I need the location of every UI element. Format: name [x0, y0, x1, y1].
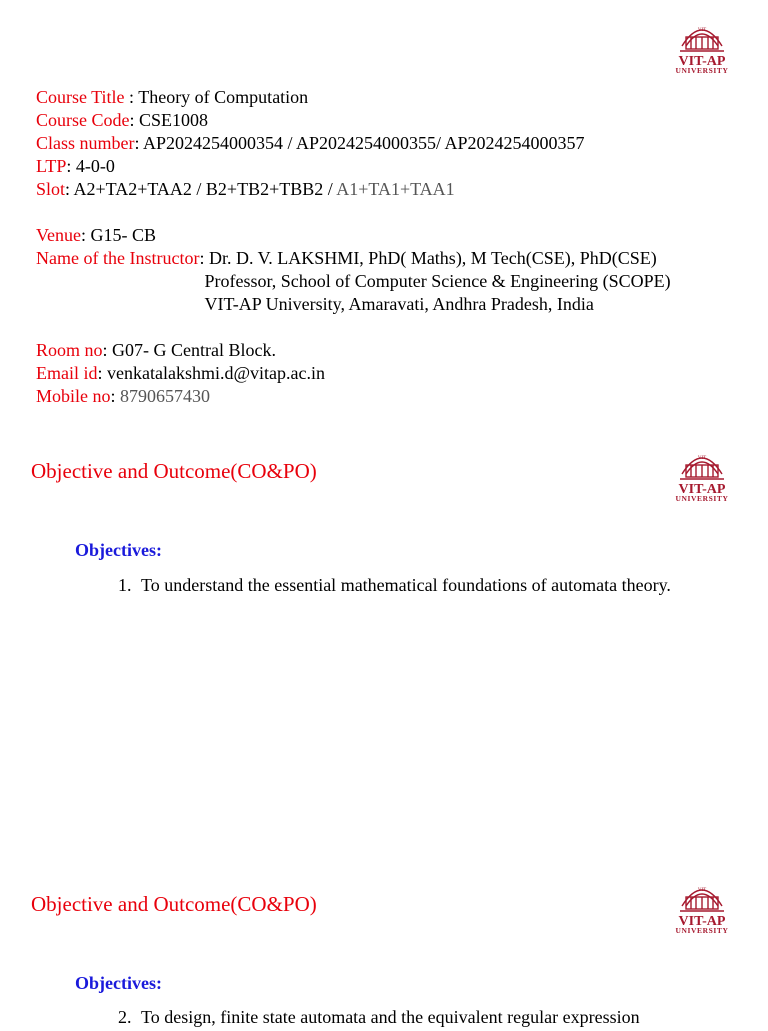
course-title-row [36, 86, 671, 109]
instructor-row [36, 247, 671, 316]
svg-text:VIT: VIT [697, 28, 707, 33]
objective-item-1 [118, 572, 678, 599]
objective-number-1: 1. [118, 575, 132, 595]
class-number-row [36, 132, 671, 155]
mobile-row [36, 385, 671, 408]
slot-value-extra: A1+TA1+TAA1 [336, 179, 455, 199]
slot-value: : A2+TA2+TAA2 / B2+TB2+TBB2 / [65, 179, 337, 199]
vitap-logo-2 [664, 444, 740, 504]
ltp-value: : 4-0-0 [66, 156, 115, 176]
room-value: : G07- G Central Block. [102, 340, 276, 360]
mobile-label: Mobile no [36, 386, 111, 406]
mobile-value: 8790657430 [120, 386, 211, 406]
svg-text:VIT-AP: VIT-AP [678, 914, 726, 929]
svg-text:UNIVERSITY: UNIVERSITY [675, 494, 729, 503]
instructor-line-2: Professor, School of Computer Science & Engineering (SCOPE) [204, 271, 671, 291]
course-code-row [36, 109, 671, 132]
objective-text-1: To understand the essential mathematical foundations of automata theory. [141, 575, 671, 595]
course-info [36, 86, 671, 408]
mobile-sep: : [110, 386, 121, 406]
ltp-label: LTP [36, 156, 67, 176]
objectives-label-1: Objectives: [75, 540, 162, 560]
instructor-line-1: : Dr. D. V. LAKSHMI, PhD( Maths), M Tech(CSE), PhD(CSE) [199, 248, 657, 268]
svg-text:UNIVERSITY: UNIVERSITY [675, 66, 729, 75]
email-row [36, 362, 671, 385]
instructor-line-3: VIT-AP University, Amaravati, Andhra Pradesh, India [204, 294, 594, 314]
course-code-label: Course Code [36, 110, 130, 130]
course-title-value: : Theory of Computation [124, 87, 309, 107]
svg-text:VIT: VIT [697, 888, 707, 893]
university-crest-icon [664, 444, 740, 504]
vitap-logo-3 [664, 876, 740, 936]
svg-text:VIT-AP: VIT-AP [678, 54, 726, 69]
slot-row [36, 178, 671, 201]
ltp-row [36, 155, 671, 178]
objective-text-2: To design, finite state automata and the equivalent regular expression [141, 1007, 640, 1027]
objectives-label-2: Objectives: [75, 973, 162, 993]
section-title-2: Objective and Outcome(CO&PO) [31, 892, 317, 916]
objective-item-2 [118, 1004, 678, 1031]
room-row [36, 339, 671, 362]
class-number-label: Class number [36, 133, 135, 153]
room-label: Room no [36, 340, 103, 360]
svg-text:VIT: VIT [697, 456, 707, 461]
vitap-logo [664, 16, 740, 76]
svg-text:VIT-AP: VIT-AP [678, 482, 726, 497]
venue-label: Venue [36, 225, 81, 245]
university-crest-icon [664, 876, 740, 936]
email-value: : venkatalakshmi.d@vitap.ac.in [97, 363, 326, 383]
slot-label: Slot [36, 179, 66, 199]
course-title-label: Course Title [36, 87, 125, 107]
university-crest-icon [664, 16, 740, 76]
objective-number-2: 2. [118, 1007, 132, 1027]
section-title-1: Objective and Outcome(CO&PO) [31, 459, 317, 483]
class-number-value: : AP2024254000354 / AP2024254000355/ AP2024254000357 [134, 133, 585, 153]
course-code-value: : CSE1008 [129, 110, 209, 130]
instructor-label: Name of the Instructor [36, 248, 200, 268]
venue-value: : G15- CB [80, 225, 156, 245]
email-label: Email id [36, 363, 98, 383]
svg-text:UNIVERSITY: UNIVERSITY [675, 926, 729, 935]
venue-row [36, 224, 671, 247]
